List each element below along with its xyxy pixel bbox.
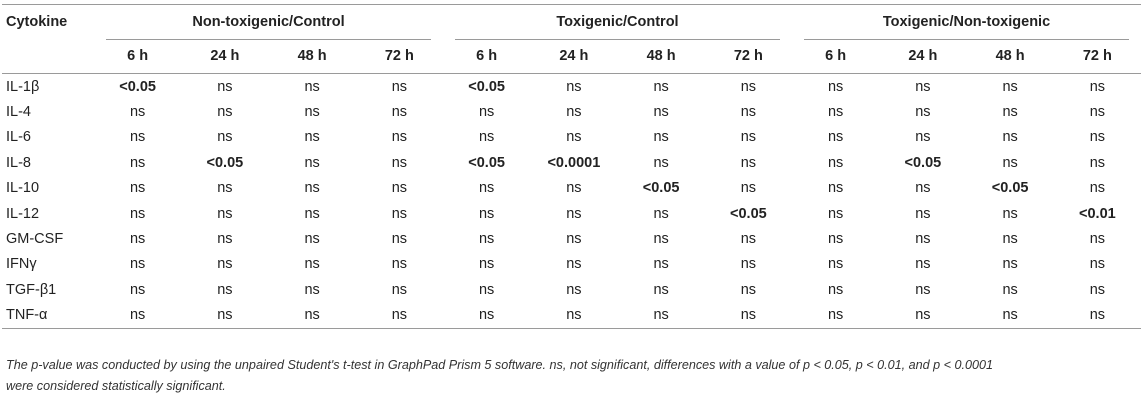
p-value-cell: ns <box>478 281 495 298</box>
p-value-cell: <0.05 <box>468 154 505 171</box>
p-value-cell: ns <box>478 205 495 222</box>
p-value-cell: ns <box>391 78 408 95</box>
cytokine-column-header: Cytokine <box>6 14 68 30</box>
p-value-cell: ns <box>391 104 408 121</box>
p-value-cell: ns <box>1002 205 1018 222</box>
p-value-cell: ns <box>217 205 233 222</box>
table-row <box>2 176 1141 201</box>
p-value-cell: ns <box>391 256 408 273</box>
timepoint-header: 72 h <box>356 39 443 74</box>
p-value-cell: ns <box>478 129 495 146</box>
p-value-cell: ns <box>1089 129 1106 146</box>
group-header-row <box>2 5 1141 39</box>
p-value-cell: ns <box>740 256 757 273</box>
group-header-non-toxigenic-control: Non-toxigenic/Control <box>192 14 345 30</box>
table-row <box>2 99 1141 124</box>
table-row <box>2 252 1141 277</box>
p-value-cell: <0.05 <box>904 154 942 171</box>
p-value-cell: ns <box>740 180 757 197</box>
p-value-cell: ns <box>129 231 146 248</box>
table-row <box>2 150 1141 175</box>
table-row <box>2 201 1141 226</box>
timepoint-header: 24 h <box>879 39 966 74</box>
p-value-cell: ns <box>129 205 146 222</box>
p-value-cell: ns <box>740 154 757 171</box>
timepoint-header: 6 h <box>94 39 181 74</box>
group-header-toxigenic-control: Toxigenic/Control <box>556 14 679 30</box>
p-value-cell: ns <box>566 129 582 146</box>
p-value-cell: ns <box>129 256 146 273</box>
footnote-line-2: were considered statistically significant. <box>6 379 226 393</box>
p-value-cell: ns <box>566 180 582 197</box>
p-value-cell: ns <box>653 256 669 273</box>
table-footnote <box>6 355 1126 397</box>
p-value-cell: ns <box>653 104 669 121</box>
cytokine-name-cell: IL-10 <box>6 180 40 197</box>
p-value-cell: ns <box>653 129 669 146</box>
p-value-cell: ns <box>827 129 844 146</box>
p-value-cell: ns <box>181 303 268 329</box>
cytokine-name-cell: GM-CSF <box>6 231 64 248</box>
footnote-line-1: The p-value was conducted by using the unpaired Student's t-test in GraphPad Prism 5 software. ns, not significant, differences with a value of p < 0.05, p < 0.01, and p < 0.0001 <box>6 358 994 372</box>
cytokine-name-cell: IL-1β <box>6 78 40 95</box>
group-header-toxigenic-non-toxigenic: Toxigenic/Non-toxigenic <box>882 14 1051 30</box>
p-value-cell: ns <box>304 154 320 171</box>
p-value-cell: ns <box>1002 256 1018 273</box>
p-value-cell: ns <box>740 78 757 95</box>
timepoint-header: 24 h <box>181 39 268 74</box>
cytokine-name-cell: IL-8 <box>6 154 31 171</box>
p-value-cell: ns <box>879 303 966 329</box>
p-value-cell: ns <box>391 205 408 222</box>
p-value-cell: <0.05 <box>730 205 767 222</box>
p-value-cell: ns <box>827 180 844 197</box>
p-value-cell: ns <box>217 180 233 197</box>
p-value-cell: ns <box>653 78 669 95</box>
p-value-cell: ns <box>566 205 582 222</box>
p-value-cell: ns <box>443 303 530 329</box>
p-value-cell: ns <box>653 154 669 171</box>
p-value-cell: ns <box>94 303 181 329</box>
p-value-cell: ns <box>915 129 931 146</box>
timepoint-header: 6 h <box>792 39 879 74</box>
p-value-cell: ns <box>129 180 146 197</box>
p-value-cell: ns <box>217 78 233 95</box>
p-value-cell: ns <box>304 180 320 197</box>
p-value-cell: ns <box>827 231 844 248</box>
p-value-cell: ns <box>792 303 879 329</box>
p-value-cell: ns <box>1089 78 1106 95</box>
table-row <box>2 303 1141 329</box>
p-value-cell: ns <box>304 104 320 121</box>
cytokine-name-cell: IFNγ <box>6 256 37 273</box>
p-value-cell: ns <box>915 281 931 298</box>
p-value-cell: ns <box>1002 231 1018 248</box>
p-value-cell: ns <box>129 129 146 146</box>
p-value-cell: ns <box>915 256 931 273</box>
table-row <box>2 277 1141 302</box>
p-value-cell: ns <box>304 78 320 95</box>
p-value-cell: ns <box>1089 231 1106 248</box>
p-value-cell: ns <box>1002 104 1018 121</box>
p-value-cell: ns <box>740 104 757 121</box>
timepoint-header: 72 h <box>705 39 792 74</box>
p-value-cell: ns <box>1089 281 1106 298</box>
timepoint-header: 24 h <box>530 39 617 74</box>
p-value-cell: ns <box>1002 129 1018 146</box>
timepoint-header: 48 h <box>269 39 356 74</box>
timepoint-header: 48 h <box>618 39 705 74</box>
p-value-cell: ns <box>827 154 844 171</box>
p-value-cell: ns <box>827 256 844 273</box>
p-value-cell: ns <box>1089 104 1106 121</box>
p-value-cell: ns <box>478 104 495 121</box>
cytokine-name-cell: IL-12 <box>6 205 40 222</box>
p-value-cell: ns <box>129 281 146 298</box>
p-value-cell: ns <box>269 303 356 329</box>
table-row <box>2 226 1141 251</box>
p-value-cell: ns <box>653 205 669 222</box>
p-value-cell: ns <box>217 104 233 121</box>
p-value-cell: ns <box>566 231 582 248</box>
p-value-cell: ns <box>391 129 408 146</box>
timepoint-header: 6 h <box>443 39 530 74</box>
p-value-cell: ns <box>566 281 582 298</box>
p-value-cell: <0.05 <box>991 180 1029 197</box>
p-value-cell: ns <box>915 78 931 95</box>
p-value-cell: <0.0001 <box>547 154 601 171</box>
p-value-cell: <0.05 <box>468 78 505 95</box>
p-value-cell: ns <box>1002 281 1018 298</box>
p-value-cell: ns <box>915 231 931 248</box>
p-value-cell: ns <box>1002 78 1018 95</box>
p-value-cell: ns <box>827 78 844 95</box>
p-value-cell: ns <box>478 180 495 197</box>
p-value-cell: ns <box>566 104 582 121</box>
p-value-cell: ns <box>356 303 443 329</box>
p-value-cell: ns <box>1089 180 1106 197</box>
p-value-cell: <0.05 <box>119 78 156 95</box>
p-value-cell: ns <box>391 154 408 171</box>
empty-header-cell <box>2 39 94 74</box>
cytokine-name-cell: IL-4 <box>6 104 31 121</box>
p-value-cell: ns <box>217 129 233 146</box>
p-value-cell: ns <box>967 303 1054 329</box>
p-value-cell: ns <box>304 205 320 222</box>
p-value-cell: ns <box>566 78 582 95</box>
p-value-cell: ns <box>566 256 582 273</box>
p-value-cell: ns <box>304 231 320 248</box>
table-body <box>2 74 1141 329</box>
p-value-cell: ns <box>915 205 931 222</box>
p-value-cell: ns <box>740 129 757 146</box>
p-value-cell: ns <box>618 303 705 329</box>
p-value-cell: ns <box>391 180 408 197</box>
p-value-cell: ns <box>217 256 233 273</box>
p-value-cell: <0.05 <box>642 180 680 197</box>
table-row <box>2 125 1141 150</box>
table-row <box>2 74 1141 100</box>
p-value-cell: ns <box>478 231 495 248</box>
cytokine-name-cell: TNF-α <box>2 303 94 329</box>
p-value-cell: ns <box>478 256 495 273</box>
p-value-cell: ns <box>705 303 792 329</box>
p-value-cell: <0.05 <box>206 154 244 171</box>
timepoint-header: 72 h <box>1054 39 1141 74</box>
p-value-cell: ns <box>304 281 320 298</box>
p-value-cell: ns <box>129 104 146 121</box>
p-value-cell: ns <box>304 256 320 273</box>
p-value-cell: ns <box>391 231 408 248</box>
p-value-cell: ns <box>304 129 320 146</box>
p-value-cell: ns <box>827 281 844 298</box>
p-value-cell: ns <box>915 180 931 197</box>
p-value-cell: ns <box>740 231 757 248</box>
p-value-cell: ns <box>1089 154 1106 171</box>
p-value-cell: ns <box>827 104 844 121</box>
p-value-cell: ns <box>1054 303 1141 329</box>
p-value-cell: ns <box>217 231 233 248</box>
p-value-cell: ns <box>827 205 844 222</box>
p-value-cell: ns <box>217 281 233 298</box>
p-value-cell: ns <box>740 281 757 298</box>
timepoint-header-row <box>2 39 1141 74</box>
cytokine-significance-table <box>2 4 1141 329</box>
cytokine-name-cell: IL-6 <box>6 129 31 146</box>
p-value-cell: ns <box>653 281 669 298</box>
p-value-cell: ns <box>1089 256 1106 273</box>
p-value-cell: ns <box>391 281 408 298</box>
p-value-cell: ns <box>1002 154 1018 171</box>
p-value-cell: <0.01 <box>1079 205 1116 222</box>
cytokine-name-cell: TGF-β1 <box>6 281 57 298</box>
p-value-cell: ns <box>915 104 931 121</box>
p-value-cell: ns <box>129 154 146 171</box>
p-value-cell: ns <box>653 231 669 248</box>
p-value-cell: ns <box>530 303 617 329</box>
timepoint-header: 48 h <box>967 39 1054 74</box>
